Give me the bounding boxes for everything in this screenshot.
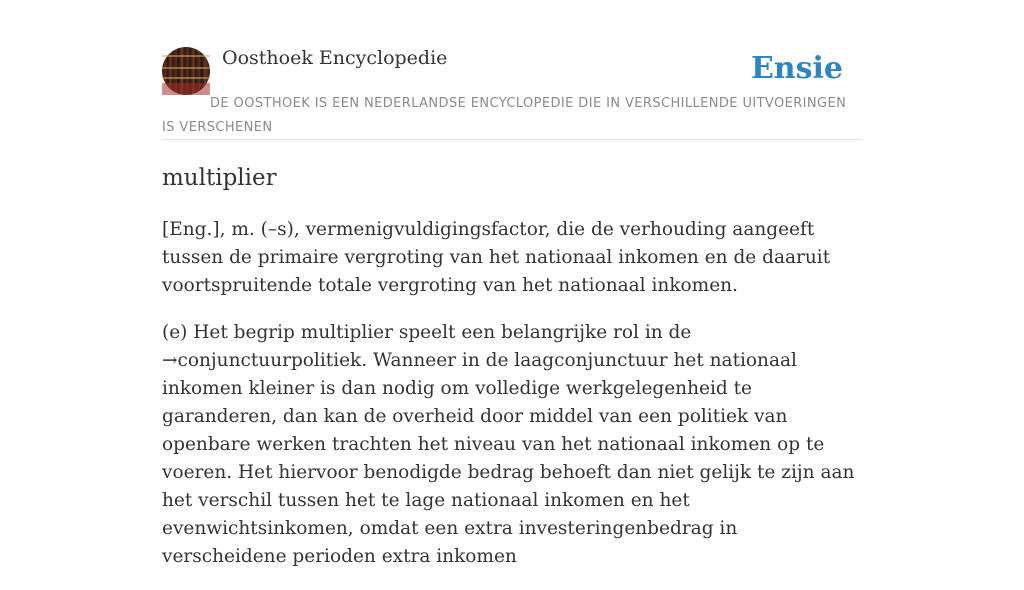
article [162, 162, 872, 590]
site-title[interactable]: Oosthoek Encyclopedie [222, 47, 448, 69]
article-paragraph: [Eng.], m. (–s), vermenigvuldigingsfactor, die de verhouding aangeeft tussen de primaire vergroting van het nationaal inkomen en de daaruit voortspruitende totale vergroting van het nationaal inkomen. [162, 219, 831, 296]
avatar-band [162, 77, 210, 79]
avatar-band [162, 55, 210, 57]
site-tagline: DE OOSTHOEK IS EEN NEDERLANDSE ENCYCLOPEDIE DIE IN VERSCHILLENDE UITVOERINGEN IS VERSCHENEN [162, 96, 847, 135]
page-title: multiplier [162, 165, 277, 191]
article-paragraph: (e) Het begrip multiplier speelt een belangrijke rol in de →conjunctuurpolitiek. Wanneer in de laagconjunctuur het nationaal inkomen kleiner is dan nodig om volledige werkgelegenheid te garanderen, dan kan de overheid door middel van een politiek van openbare werken trachten het niveau van het nationaal inkomen op te voeren. Het hiervoor benodigde bedrag behoeft dan niet gelijk te zijn aan het verschil tussen het te lage nationaal inkomen en het evenwichtsinkomen, omdat een extra investeringenbedrag in verscheidene perioden extra inkomen [162, 322, 855, 567]
site-header [162, 44, 862, 140]
brand-logo[interactable]: Ensie [750, 51, 843, 86]
avatar-band [162, 67, 210, 69]
avatar[interactable] [162, 47, 210, 95]
